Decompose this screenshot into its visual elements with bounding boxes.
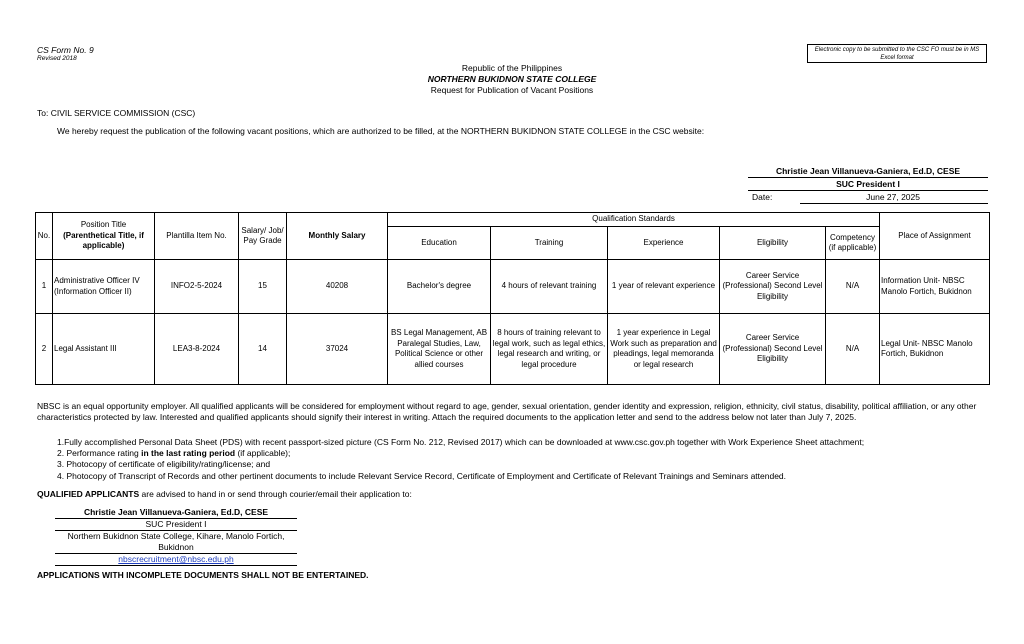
qualified-applicants-note: [37, 489, 412, 499]
table-row: [36, 260, 990, 314]
cell-place: Legal Unit- NBSC Manolo Fortich, Bukidnon: [880, 314, 990, 385]
qualified-applicants-text: are advised to hand in or send through courier/email their application to:: [139, 489, 412, 499]
cell-position: Legal Assistant III: [53, 314, 155, 385]
cell-grade: 15: [239, 260, 287, 314]
intro-paragraph: We hereby request the publication of the following vacant positions, which are authorized to be filled, at the NORTHERN BUKIDNON STATE COLLEGE in the CSC website:: [57, 126, 705, 136]
header-monthly-salary: Monthly Salary: [287, 213, 388, 260]
electronic-copy-note: Electronic copy to be submitted to the CSC FO must be in MS Excel format: [807, 44, 987, 63]
cell-no: 2: [36, 314, 53, 385]
contact-address: Northern Bukidnon State College, Kihare, Manolo Fortich, Bukidnon: [55, 531, 297, 554]
header-eligibility: Eligibility: [720, 227, 826, 260]
header-place: Place of Assignment: [880, 213, 990, 260]
requirement-item-text: 2. Performance rating: [57, 448, 142, 459]
contact-email-link[interactable]: nbscrecruitment@nbsc.edu.ph: [55, 554, 297, 566]
date-value: June 27, 2025: [800, 191, 988, 204]
cell-salary: 37024: [287, 314, 388, 385]
cell-plantilla: INFO2-5-2024: [155, 260, 239, 314]
cell-experience: 1 year of relevant experience: [608, 260, 720, 314]
addressee: To: CIVIL SERVICE COMMISSION (CSC): [37, 108, 196, 118]
contact-title: SUC President I: [55, 519, 297, 531]
cell-experience: 1 year experience in Legal Work such as preparation and pleadings, legal memoranda or legal research: [608, 314, 720, 385]
requirement-item: [57, 448, 987, 459]
cell-competency: N/A: [826, 260, 880, 314]
cell-position: Administrative Officer IV (Information Officer II): [53, 260, 155, 314]
requirement-item: 1.Fully accomplished Personal Data Sheet (PDS) with recent passport-sized picture (CS Form No. 212, Revised 2017) which can be downloaded at www.csc.gov.ph together with Work Experience Sheet attachment;: [57, 437, 865, 447]
signatory-block: [748, 165, 988, 204]
request-title: Request for Publication of Vacant Positions: [430, 85, 594, 95]
requirement-item-text: (if applicable);: [235, 448, 291, 459]
header-training: Training: [491, 227, 608, 260]
header-experience: Experience: [608, 227, 720, 260]
cell-eligibility: Career Service (Professional) Second Level Eligibility: [720, 260, 826, 314]
requirement-item: 3. Photocopy of certificate of eligibility/rating/license; and: [57, 459, 271, 470]
header-position-title: [53, 213, 155, 260]
cell-training: 4 hours of relevant training: [491, 260, 608, 314]
contact-block: [55, 507, 297, 566]
table-row: [36, 314, 990, 385]
republic-line: Republic of the Philippines: [461, 63, 563, 73]
cell-plantilla: LEA3-8-2024: [155, 314, 239, 385]
form-number: CS Form No. 9: [37, 45, 94, 55]
cell-grade: 14: [239, 314, 287, 385]
incomplete-documents-notice: APPLICATIONS WITH INCOMPLETE DOCUMENTS SHALL NOT BE ENTERTAINED.: [37, 570, 369, 580]
qualified-applicants-bold: QUALIFIED APPLICANTS: [37, 489, 140, 499]
header-position-title-main: Position Title: [80, 220, 127, 230]
header-position-title-paren: (Parenthetical Title, if applicable): [63, 230, 144, 251]
cell-eligibility: Career Service (Professional) Second Level Eligibility: [720, 314, 826, 385]
header-no: No.: [36, 213, 53, 260]
signatory-name: Christie Jean Villanueva-Ganiera, Ed.D, CESE: [748, 165, 988, 178]
header-salary-grade: Salary/ Job/ Pay Grade: [239, 213, 287, 260]
cell-competency: N/A: [826, 314, 880, 385]
cell-no: 1: [36, 260, 53, 314]
college-name: NORTHERN BUKIDNON STATE COLLEGE: [427, 74, 597, 84]
requirement-item: 4. Photocopy of Transcript of Records and other pertinent documents to include Relevant Service Record, Certificate of Employment and Certificate of Relevant Trainings and Seminars attended.: [57, 470, 787, 481]
contact-name: Christie Jean Villanueva-Ganiera, Ed.D, CESE: [55, 507, 297, 519]
form-revision: Revised 2018: [37, 55, 77, 62]
header-education: Education: [388, 227, 491, 260]
cell-education: Bachelor's degree: [388, 260, 491, 314]
signatory-title: SUC President I: [748, 178, 988, 191]
equal-opportunity-statement: NBSC is an equal opportunity employer. All qualified applicants will be considered for employment without regard to age, gender, sexual orientation, gender identity and expression, religion, ethnicity, civil status, disability, political affiliation, or any other characteristics protected by law. Interested and qualified applicants should signify their interest in writing. Attach the required documents to the application letter and send to the address below not later than July 7, 2025.: [37, 401, 977, 422]
cell-education: BS Legal Management, AB Paralegal Studies, Law, Political Science or other allied courses: [388, 314, 491, 385]
requirement-item-emphasis: in the last rating period: [141, 448, 236, 459]
vacant-positions-table: [35, 212, 990, 385]
header-plantilla: Plantilla Item No.: [155, 213, 239, 260]
cell-place: Information Unit- NBSC Manolo Fortich, Bukidnon: [880, 260, 990, 314]
document-header: [0, 63, 1024, 96]
requirements-list: [57, 437, 987, 482]
date-label: Date:: [752, 192, 773, 202]
header-qualification-standards: Qualification Standards: [388, 213, 880, 227]
signature-date-row: [748, 191, 988, 204]
cell-training: 8 hours of training relevant to legal work, such as legal ethics, legal research and writing, or legal procedure: [491, 314, 608, 385]
cell-salary: 40208: [287, 260, 388, 314]
header-competency: Competency (if applicable): [826, 227, 880, 260]
